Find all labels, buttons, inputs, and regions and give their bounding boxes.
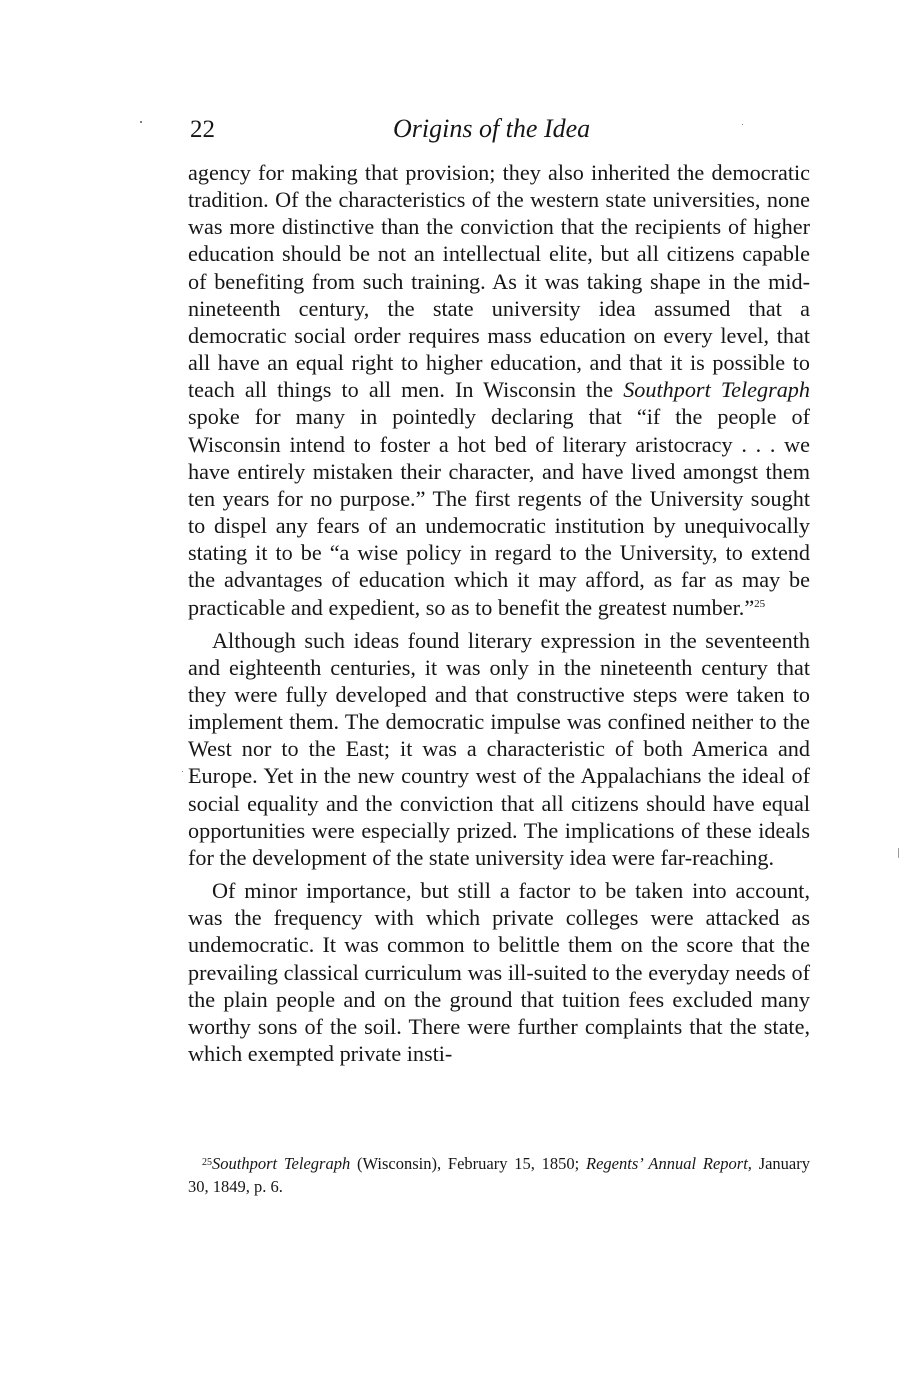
- scan-speck: [182, 771, 183, 772]
- body-text: [188, 159, 810, 1067]
- page-number: 22: [190, 116, 215, 143]
- footnote-25: [188, 1152, 810, 1198]
- footnote-source-2: Regents’ Annual Report,: [586, 1154, 752, 1173]
- footnote-text-a: (Wisconsin), February 15, 1850;: [350, 1154, 587, 1173]
- scan-speck: [898, 848, 899, 858]
- paragraph-2: Although such ideas found literary expression in the seventeenth and eighteenth centuries, it was only in the nineteenth century that they were fully developed and that constructive steps were taken to implement them. The democratic impulse was confined neither to the West nor to the East; it was a characteristic of both America and Europe. Yet in the new country west of the Appalachians the ideal of social equality and the conviction that all citizens should have equal opportunities were especially prized. The implications of these ideals for the development of the state university idea were far-reaching.: [188, 627, 810, 870]
- footnote-reference[interactable]: 25: [754, 597, 766, 610]
- scan-speck: [742, 124, 743, 125]
- footnote-source-1: Southport Telegraph: [212, 1154, 351, 1173]
- footnote-text-b: January 30, 1849, p. 6.: [188, 1154, 811, 1196]
- footnote-number: 25: [202, 1157, 212, 1168]
- paragraph-1: [188, 159, 810, 621]
- scan-speck: [140, 121, 142, 123]
- paragraph-1-text-a: agency for making that provision; they also inherited the democratic tradition. Of the characteristics of the western state universities, none was more distinctive than the conviction that the recipients of higher education should be not an intellectual elite, but all citizens capable of benefiting from such training. As it was taking shape in the mid-nineteenth century, the state university idea assumed that a democratic social order requires mass education on every level, that all have an equal right to higher education, and that it is possible to teach all things to all men. In Wisconsin the: [188, 160, 810, 403]
- paragraph-3: Of minor importance, but still a factor to be taken into account, was the frequency with which private colleges were attacked as undemocratic. It was common to belittle them on the score that the prevailing classical curriculum was ill-suited to the everyday needs of the plain people and on the ground that tuition fees excluded many worthy sons of the soil. There were further complaints that the state, which exempted private insti-: [188, 878, 810, 1066]
- page-header: [188, 114, 810, 154]
- paragraph-1-text-b: spoke for many in pointedly declaring that “if the people of Wisconsin intend to foster a hot bed of literary aristocracy . . . we have entirely mistaken their character, and have lived amongst them ten years for no purpose.” The first regents of the University sought to dispel any fears of an undemocratic institution by unequivocally stating it to be “a wise policy in regard to the University, to extend the advantages of education which it may afford, as far as may be practicable and expedient, so as to benefit the greatest number.”: [188, 404, 810, 620]
- running-head: Origins of the Idea: [393, 114, 591, 143]
- footnote: [188, 1152, 810, 1198]
- newspaper-title: Southport Telegraph: [623, 377, 810, 403]
